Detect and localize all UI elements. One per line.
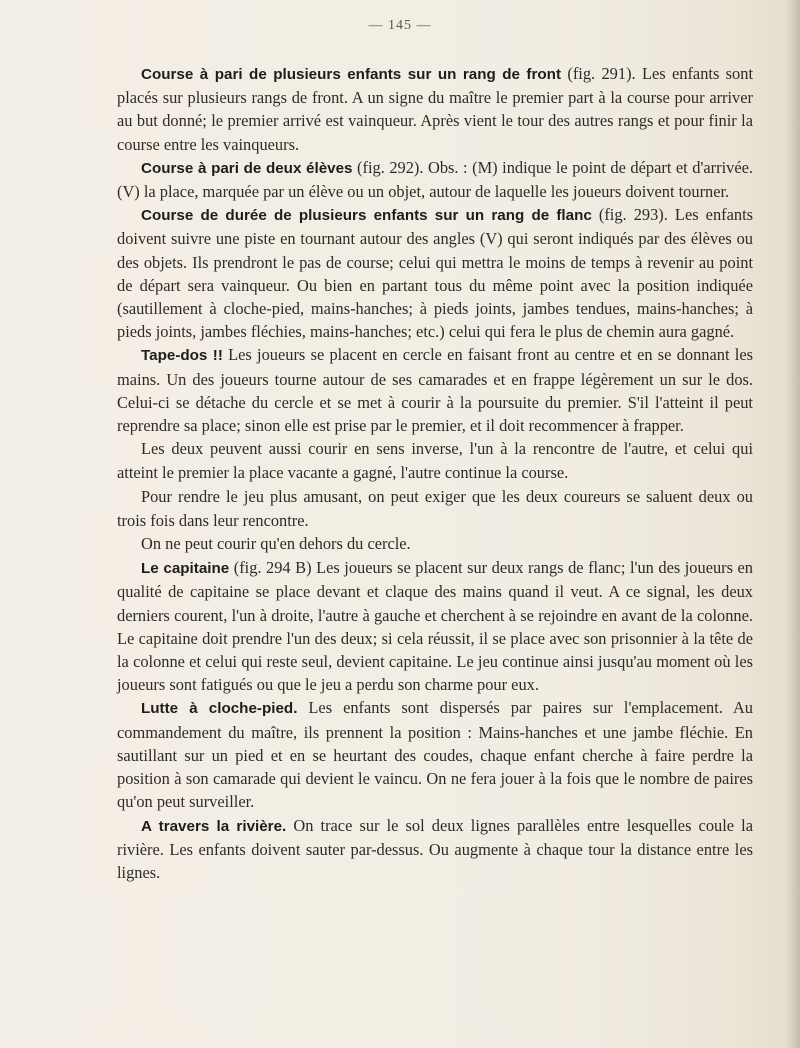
paragraph-text: On trace sur le sol deux lignes parallèles entre lesquelles coule la rivière. Les enfants doivent sauter par-dessus. Ou augmente à chaque tour la distance entre les lignes.	[117, 815, 753, 882]
paragraph-heading: Le capitaine	[141, 560, 230, 578]
paragraph-course-deux-eleves	[117, 156, 753, 203]
paragraph-text: Les joueurs se placent en cercle en faisant front au centre et en se donnant les mains. Un des joueurs tourne autour de ses camarades et en frappe légèrement un sur le dos. Celui-ci se détache du cercle et se met à courir à la poursuite du premier. S'il l'atteint il peut reprendre sa place; sinon elle est prise par le premier, et il doit recommencer à frapper.	[117, 345, 753, 436]
paragraph-text: (fig. 292). Obs. : (M) indique le point de départ et d'arrivée. (V) la place, marquée par un élève ou un objet, autour de laquelle les joueurs doivent tourner.	[117, 157, 753, 202]
paragraph-tape-dos	[117, 343, 753, 437]
paragraph-le-capitaine	[117, 556, 753, 696]
paragraph-heading: Course à pari de plusieurs enfants sur un rang de front	[141, 66, 562, 83]
paragraph-heading: Tape-dos !!	[141, 347, 223, 365]
paragraph-heading: Course à pari de deux élèves	[141, 159, 353, 177]
paragraph-text: On ne peut courir qu'en dehors du cercle.	[141, 534, 411, 554]
paragraph-text: (fig. 293). Les enfants doivent suivre une piste en tournant autour des angles (V) qui seront indiqués par des élèves ou des objets. Ils prendront le pas de course; celui qui mettra le moins de temps à revenir au point de départ sera vainqueur. Ou bien en partant tous du même point avec la position indiquée (sautillement à cloche-pied, mains-hanches; à pieds joints, jambes tendues, mains-hanches; à pieds joints, jambes fléchies, mains-hanches; etc.) celui qui fera le plus de chemin aura gagné.	[117, 205, 753, 342]
paragraph-text: Les deux peuvent aussi courir en sens inverse, l'un à la rencontre de l'autre, et celui qui atteint le premier la place vacante a gagné, l'autre continue la course.	[117, 439, 753, 483]
paragraph-heading: A travers la rivière.	[141, 817, 287, 835]
paragraph-text: (fig. 294 B) Les joueurs se placent sur deux rangs de flanc; l'un des joueurs en qualité de capitaine se place devant et claque des mains quand il veut. A ce signal, les deux derniers courent, l'un à droite, l'autre à gauche et cherchent à se rejoindre en avant de la colonne. Le capitaine doit prendre l'un des deux; si cela réussit, il se place avec son prisonnier à la tête de la colonne et celui qui reste seul, devient capitaine. Le jeu continue ainsi jusqu'au moment où les joueurs sont fatigués ou que le jeu a perdu son charme pour eux.	[117, 558, 754, 695]
paragraph-text: Pour rendre le jeu plus amusant, on peut exiger que les deux coureurs se saluent deux ou trois fois dans leur rencontre.	[117, 486, 753, 530]
paragraph-heading: Lutte à cloche-pied.	[141, 700, 298, 718]
paragraph-sens-inverse	[117, 437, 753, 484]
paragraph-lutte-cloche-pied	[117, 696, 753, 813]
page-edge-shadow	[786, 0, 800, 1048]
page-number: — 145 —	[368, 18, 432, 33]
paragraph-travers-riviere	[117, 814, 753, 885]
page-body	[117, 62, 753, 884]
paragraph-course-duree	[117, 203, 753, 343]
paragraph-course-plusieurs-front	[117, 62, 753, 156]
paragraph-text: (fig. 291). Les enfants sont placés sur plusieurs rangs de front. A un signe du maître le premier part à la course pour arriver au but donné; le premier arrivé est vainqueur. Après vient le tour des autres rangs et pour finir la course entre les vainqueurs.	[117, 64, 753, 154]
paragraph-heading: Course de durée de plusieurs enfants sur un rang de flanc	[141, 207, 592, 225]
paragraph-jeu-amusant	[117, 485, 753, 532]
paragraph-dehors-cercle	[117, 532, 753, 556]
paragraph-text: Les enfants sont dispersés par paires sur l'emplacement. Au commandement du maître, ils prennent la position : Mains-hanches et une jambe fléchie. En sautillant sur un pied et en se heurtant des coudes, chaque enfant cherche à faire perdre la position à son camarade qui devient le vaincu. On ne fera jouer à la fois que le nombre de paires qu'on peut surveiller.	[117, 698, 753, 812]
